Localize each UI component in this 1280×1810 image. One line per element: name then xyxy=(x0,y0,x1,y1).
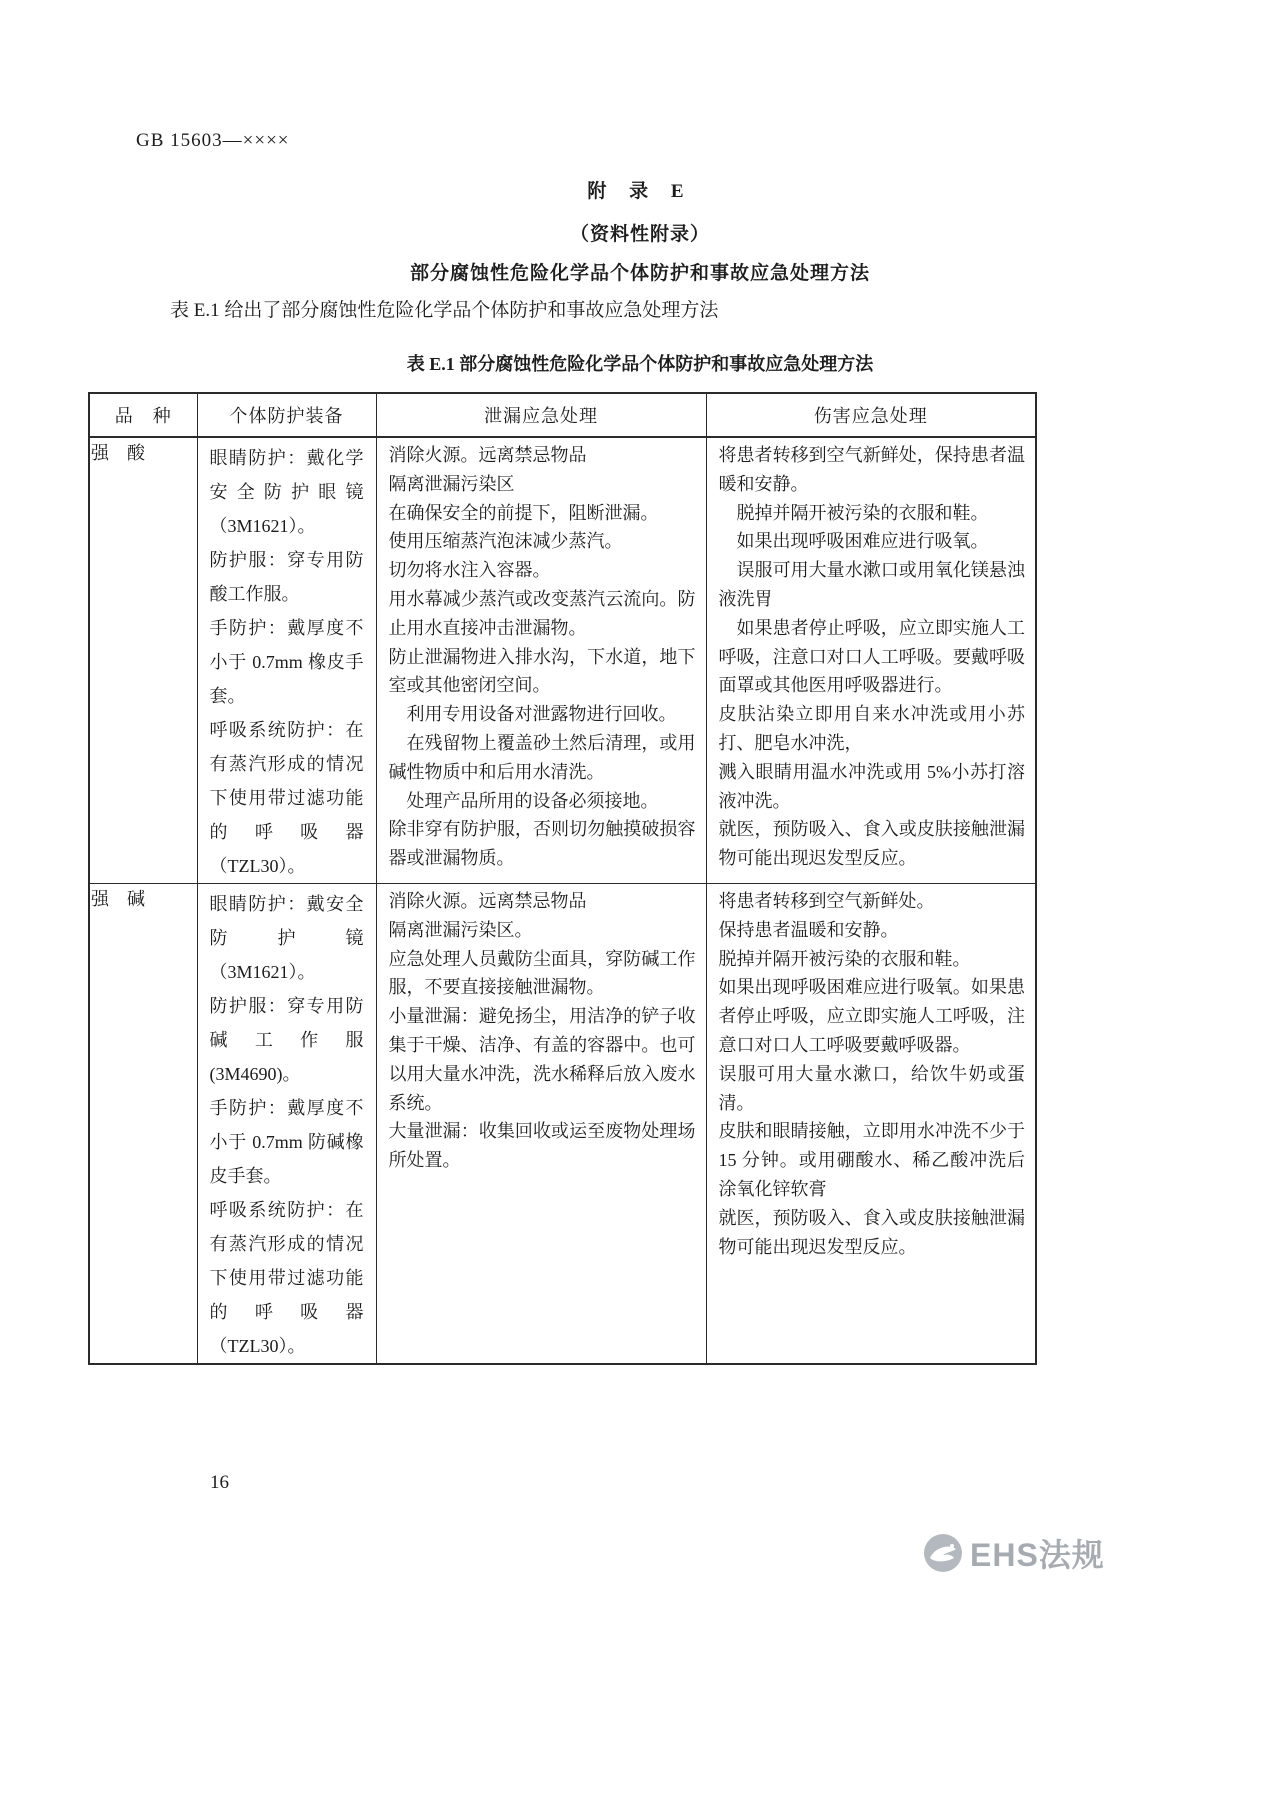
cell-paragraph: 如果患者停止呼吸，应立即实施人工呼吸，注意口对口人工呼吸。要戴呼吸面罩或其他医用呼吸器进行。 xyxy=(718,617,1025,696)
cell-paragraph: 如果出现呼吸困难应进行吸氧。如果患者停止呼吸，应立即实施人工呼吸，注意口对口人工呼吸要戴呼吸器。 xyxy=(718,977,1025,1055)
table-head xyxy=(89,393,1036,437)
cell-paragraph: 手防护：戴厚度不小于 0.7mm 防碱橡皮手套。 xyxy=(209,1098,364,1186)
cell-paragraph: 小量泄漏：避免扬尘，用洁净的铲子收集于干燥、洁净、有盖的容器中。也可以用大量水冲洗，洗水稀释后放入废水系统。 xyxy=(388,1006,696,1113)
table-row xyxy=(89,884,1036,1365)
cell-paragraph: 隔离泄漏污染区。 xyxy=(388,919,533,940)
table-body xyxy=(89,437,1036,1364)
appendix-heading: 部分腐蚀性危险化学品个体防护和事故应急处理方法 xyxy=(409,263,870,284)
cell-paragraph: 脱掉并隔开被污染的衣服和鞋。 xyxy=(718,502,989,523)
cell-paragraph: 将患者转移到空气新鲜处。 xyxy=(718,891,935,911)
cell-paragraph: 误服可用大量水漱口或用氧化镁悬浊液洗胃 xyxy=(718,560,1025,609)
cell-paragraph: 皮肤沾染立即用自来水冲洗或用小苏打、肥皂水冲洗， xyxy=(718,704,1025,753)
cell-paragraph: 就医，预防吸入、食入或皮肤接触泄漏物可能出现迟发型反应。 xyxy=(718,819,1025,869)
cell-paragraph: 溅入眼睛用温水冲洗或用 5%小苏打溶液冲洗。 xyxy=(718,761,1025,811)
cell-paragraph: 强 碱 xyxy=(91,889,145,909)
cell-category xyxy=(89,437,197,884)
column-header: 伤害应急处理 xyxy=(706,393,1036,437)
cell-paragraph: 切勿将水注入容器。 xyxy=(388,560,551,581)
watermark-text: EHS法规 xyxy=(970,1537,1105,1573)
column-header: 品 种 xyxy=(89,393,197,437)
cell-paragraph: 除非穿有防护服，否则切勿触摸破损容器或泄漏物质。 xyxy=(388,819,696,869)
cell-paragraph: 强 酸 xyxy=(91,443,145,463)
intro-paragraph: 表 E.1 给出了部分腐蚀性危险化学品个体防护和事故应急处理方法 xyxy=(170,300,719,321)
cell-paragraph: 隔离泄漏污染区 xyxy=(388,473,515,494)
doc-number: GB 15603—×××× xyxy=(136,130,290,151)
page-number: 16 xyxy=(210,1472,229,1493)
cell-paragraph: 将患者转移到空气新鲜处，保持患者温暖和安静。 xyxy=(718,445,1025,494)
cell-paragraph: 防护服：穿专用防碱工作服(3M4690)。 xyxy=(209,996,364,1084)
ehs-logo-icon xyxy=(922,1532,964,1574)
cell-paragraph: 用水幕减少蒸汽或改变蒸汽云流向。防止用水直接冲击泄漏物。 xyxy=(388,588,696,638)
cell-paragraph: 就医，预防吸入、食入或皮肤接触泄漏物可能出现迟发型反应。 xyxy=(718,1207,1025,1257)
cell-paragraph: 皮肤和眼睛接触，立即用水冲洗不少于 15 分钟。或用硼酸水、稀乙酸冲洗后涂氧化锌软膏 xyxy=(718,1121,1025,1199)
cell-paragraph: 防止泄漏物进入排水沟，下水道，地下室或其他密闭空间。 xyxy=(388,646,696,696)
cell-paragraph: 使用压缩蒸汽泡沫减少蒸汽。 xyxy=(388,531,623,552)
cell-paragraph: 在确保安全的前提下，阻断泄漏。 xyxy=(388,502,659,523)
cell-protection xyxy=(197,437,376,884)
cell-paragraph: 眼睛防护：戴化学安全防护眼镜（3M1621）。 xyxy=(209,448,364,536)
cell-paragraph: 手防护：戴厚度不小于 0.7mm 橡皮手套。 xyxy=(209,618,364,706)
column-header: 泄漏应急处理 xyxy=(376,393,706,437)
cell-leak xyxy=(376,437,706,884)
cell-paragraph: 应急处理人员戴防尘面具，穿防碱工作服，不要直接接触泄漏物。 xyxy=(388,948,696,998)
cell-injury xyxy=(706,884,1036,1365)
table-title: 表 E.1 部分腐蚀性危险化学品个体防护和事故应急处理方法 xyxy=(406,354,874,374)
column-header: 个体防护装备 xyxy=(197,393,376,437)
cell-paragraph: 脱掉并隔开被污染的衣服和鞋。 xyxy=(718,948,971,969)
cell-leak xyxy=(376,884,706,1365)
cell-injury xyxy=(706,437,1036,884)
table-row xyxy=(89,437,1036,884)
cell-paragraph: 误服可用大量水漱口，给饮牛奶或蛋清。 xyxy=(718,1063,1025,1113)
cell-paragraph: 保持患者温暖和安静。 xyxy=(718,919,899,940)
appendix-title: 附 录 E xyxy=(587,181,693,202)
appendix-subtitle: （资料性附录） xyxy=(569,224,710,245)
cell-paragraph: 大量泄漏：收集回收或运至废物处理场所处置。 xyxy=(388,1121,696,1171)
cell-category xyxy=(89,884,197,1365)
cell-paragraph: 呼吸系统防护：在有蒸汽形成的情况下使用带过滤功能的呼吸器（TZL30）。 xyxy=(209,720,364,876)
cell-paragraph: 在残留物上覆盖砂土然后清理，或用碱性物质中和后用水清洗。 xyxy=(388,732,696,782)
cell-paragraph: 利用专用设备对泄露物进行回收。 xyxy=(388,704,677,725)
cell-paragraph: 消除火源。远离禁忌物品 xyxy=(388,445,587,465)
protection-table xyxy=(88,392,1037,1365)
cell-paragraph: 防护服：穿专用防酸工作服。 xyxy=(209,550,364,604)
table-header-row xyxy=(89,393,1036,437)
cell-paragraph: 眼睛防护：戴安全防护镜（3M1621）。 xyxy=(209,894,364,982)
cell-paragraph: 呼吸系统防护：在有蒸汽形成的情况下使用带过滤功能的呼吸器（TZL30）。 xyxy=(209,1200,364,1356)
watermark xyxy=(922,1530,1105,1576)
cell-paragraph: 如果出现呼吸困难应进行吸氧。 xyxy=(718,531,989,552)
cell-paragraph: 处理产品所用的设备必须接地。 xyxy=(388,790,659,811)
cell-paragraph: 消除火源。远离禁忌物品 xyxy=(388,891,587,911)
cell-protection xyxy=(197,884,376,1365)
